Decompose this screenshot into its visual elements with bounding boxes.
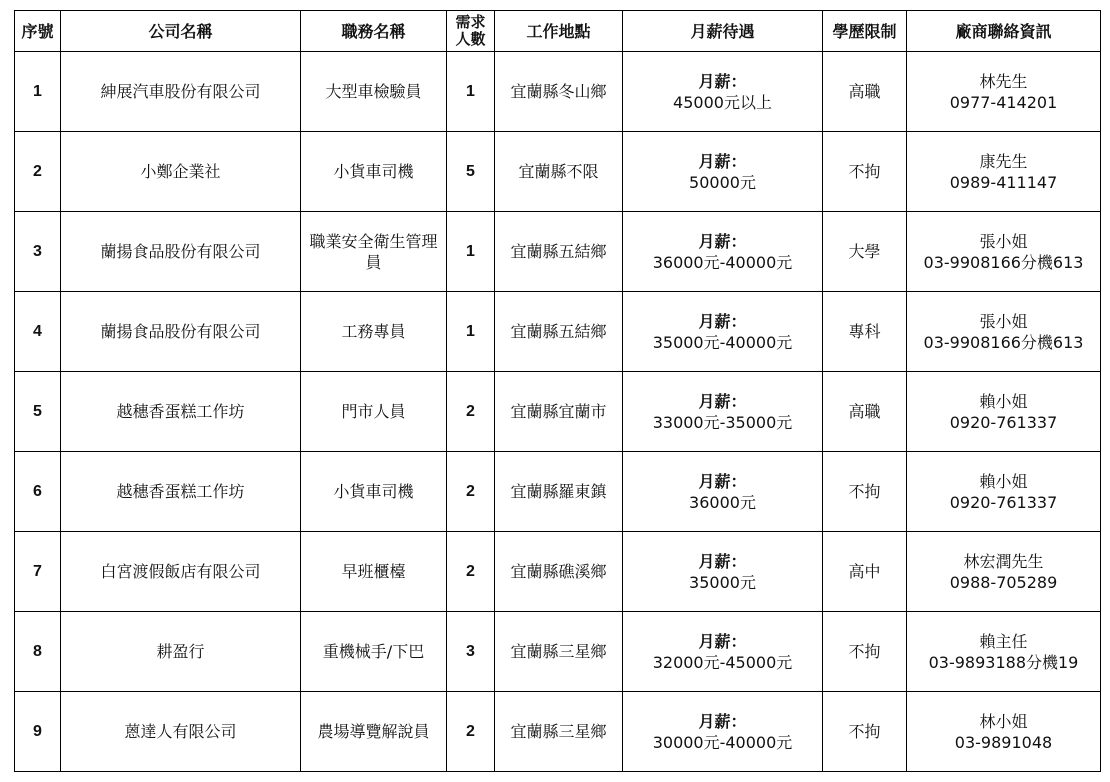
salary-cell: [623, 372, 823, 452]
position-cell: 門市人員: [301, 372, 447, 452]
salary-label: 月薪：: [698, 151, 747, 171]
salary-value: 50000元: [689, 172, 756, 192]
contact-cell: [907, 52, 1101, 132]
education-cell: 高職: [823, 372, 907, 452]
salary-cell: [623, 292, 823, 372]
header-company: 公司名稱: [61, 11, 301, 52]
salary-label: 月薪：: [698, 311, 747, 331]
seq-cell: 2: [15, 132, 61, 212]
company-cell: 越穗香蛋糕工作坊: [61, 372, 301, 452]
contact-name: 賴小姐: [979, 471, 1028, 491]
count-cell: 2: [447, 532, 495, 612]
contact-phone: 0920-761337: [949, 412, 1058, 432]
salary-value: 35000元: [689, 572, 756, 592]
header-education: 學歷限制: [823, 11, 907, 52]
contact-cell: [907, 612, 1101, 692]
seq-cell: 3: [15, 212, 61, 292]
salary-cell: [623, 452, 823, 532]
contact-name: 賴主任: [979, 631, 1028, 651]
table-row: [15, 292, 1101, 372]
position-cell: 重機械手/下巴: [301, 612, 447, 692]
header-position: 職務名稱: [301, 11, 447, 52]
location-cell: 宜蘭縣礁溪鄉: [495, 532, 623, 612]
contact-phone: 0977-414201: [949, 92, 1058, 112]
education-cell: 不拘: [823, 612, 907, 692]
count-cell: 5: [447, 132, 495, 212]
count-cell: 1: [447, 292, 495, 372]
salary-value: 36000元-40000元: [652, 252, 793, 272]
education-cell: 不拘: [823, 692, 907, 772]
seq-cell: 8: [15, 612, 61, 692]
location-cell: 宜蘭縣不限: [495, 132, 623, 212]
table-row: [15, 52, 1101, 132]
company-cell: 小鄭企業社: [61, 132, 301, 212]
seq-cell: 1: [15, 52, 61, 132]
header-count: 需求人數: [447, 11, 495, 52]
contact-phone: 03-9893188分機19: [928, 652, 1079, 672]
location-cell: 宜蘭縣宜蘭市: [495, 372, 623, 452]
company-cell: 白宮渡假飯店有限公司: [61, 532, 301, 612]
table-row: [15, 612, 1101, 692]
education-cell: 不拘: [823, 452, 907, 532]
position-cell: 農場導覽解說員: [301, 692, 447, 772]
count-cell: 3: [447, 612, 495, 692]
contact-phone: 0989-411147: [949, 172, 1058, 192]
seq-cell: 6: [15, 452, 61, 532]
salary-cell: [623, 692, 823, 772]
count-cell: 1: [447, 212, 495, 292]
location-cell: 宜蘭縣三星鄉: [495, 692, 623, 772]
contact-name: 張小姐: [979, 231, 1028, 251]
contact-name: 賴小姐: [979, 391, 1028, 411]
salary-cell: [623, 212, 823, 292]
salary-label: 月薪：: [698, 71, 747, 91]
contact-name: 張小姐: [979, 311, 1028, 331]
contact-cell: [907, 452, 1101, 532]
education-cell: 高中: [823, 532, 907, 612]
header-contact: 廠商聯絡資訊: [907, 11, 1101, 52]
header-location: 工作地點: [495, 11, 623, 52]
seq-cell: 7: [15, 532, 61, 612]
salary-label: 月薪：: [698, 631, 747, 651]
salary-value: 45000元以上: [673, 92, 772, 112]
header-seq: 序號: [15, 11, 61, 52]
table-row: [15, 132, 1101, 212]
company-cell: 越穗香蛋糕工作坊: [61, 452, 301, 532]
header-salary: 月薪待遇: [623, 11, 823, 52]
salary-label: 月薪：: [698, 551, 747, 571]
table-row: [15, 372, 1101, 452]
contact-cell: [907, 372, 1101, 452]
location-cell: 宜蘭縣三星鄉: [495, 612, 623, 692]
table-row: [15, 692, 1101, 772]
salary-value: 32000元-45000元: [652, 652, 793, 672]
salary-cell: [623, 532, 823, 612]
contact-phone: 03-9891048: [954, 732, 1053, 752]
contact-cell: [907, 212, 1101, 292]
contact-cell: [907, 292, 1101, 372]
contact-name: 林小姐: [979, 711, 1028, 731]
education-cell: 不拘: [823, 132, 907, 212]
count-cell: 2: [447, 372, 495, 452]
contact-cell: [907, 132, 1101, 212]
contact-name: 林先生: [979, 71, 1028, 91]
contact-phone: 0920-761337: [949, 492, 1058, 512]
salary-label: 月薪：: [698, 471, 747, 491]
company-cell: 耕盈行: [61, 612, 301, 692]
position-cell: 小貨車司機: [301, 132, 447, 212]
location-cell: 宜蘭縣冬山鄉: [495, 52, 623, 132]
job-listing-sheet: [14, 10, 1100, 772]
position-cell: 職業安全衛生管理員: [301, 212, 447, 292]
job-listing-table: [14, 10, 1101, 772]
salary-value: 30000元-40000元: [652, 732, 793, 752]
contact-cell: [907, 692, 1101, 772]
company-cell: 紳展汽車股份有限公司: [61, 52, 301, 132]
company-cell: 蒽達人有限公司: [61, 692, 301, 772]
table-row: [15, 532, 1101, 612]
salary-label: 月薪：: [698, 231, 747, 251]
company-cell: 蘭揚食品股份有限公司: [61, 212, 301, 292]
location-cell: 宜蘭縣五結鄉: [495, 212, 623, 292]
table-header-row: [15, 11, 1101, 52]
table-row: [15, 212, 1101, 292]
table-body: [15, 52, 1101, 772]
salary-value: 35000元-40000元: [652, 332, 793, 352]
seq-cell: 5: [15, 372, 61, 452]
company-cell: 蘭揚食品股份有限公司: [61, 292, 301, 372]
count-cell: 1: [447, 52, 495, 132]
location-cell: 宜蘭縣五結鄉: [495, 292, 623, 372]
position-cell: 工務專員: [301, 292, 447, 372]
seq-cell: 9: [15, 692, 61, 772]
position-cell: 小貨車司機: [301, 452, 447, 532]
position-cell: 大型車檢驗員: [301, 52, 447, 132]
table-row: [15, 452, 1101, 532]
position-cell: 早班櫃檯: [301, 532, 447, 612]
contact-phone: 03-9908166分機613: [923, 332, 1084, 352]
salary-cell: [623, 132, 823, 212]
salary-cell: [623, 612, 823, 692]
education-cell: 大學: [823, 212, 907, 292]
seq-cell: 4: [15, 292, 61, 372]
location-cell: 宜蘭縣羅東鎮: [495, 452, 623, 532]
salary-label: 月薪：: [698, 391, 747, 411]
contact-name: 林宏潤先生: [963, 551, 1044, 571]
salary-label: 月薪：: [698, 711, 747, 731]
education-cell: 專科: [823, 292, 907, 372]
salary-cell: [623, 52, 823, 132]
contact-cell: [907, 532, 1101, 612]
salary-value: 33000元-35000元: [652, 412, 793, 432]
count-cell: 2: [447, 452, 495, 532]
contact-phone: 03-9908166分機613: [923, 252, 1084, 272]
education-cell: 高職: [823, 52, 907, 132]
count-cell: 2: [447, 692, 495, 772]
contact-name: 康先生: [979, 151, 1028, 171]
contact-phone: 0988-705289: [949, 572, 1058, 592]
salary-value: 36000元: [689, 492, 756, 512]
